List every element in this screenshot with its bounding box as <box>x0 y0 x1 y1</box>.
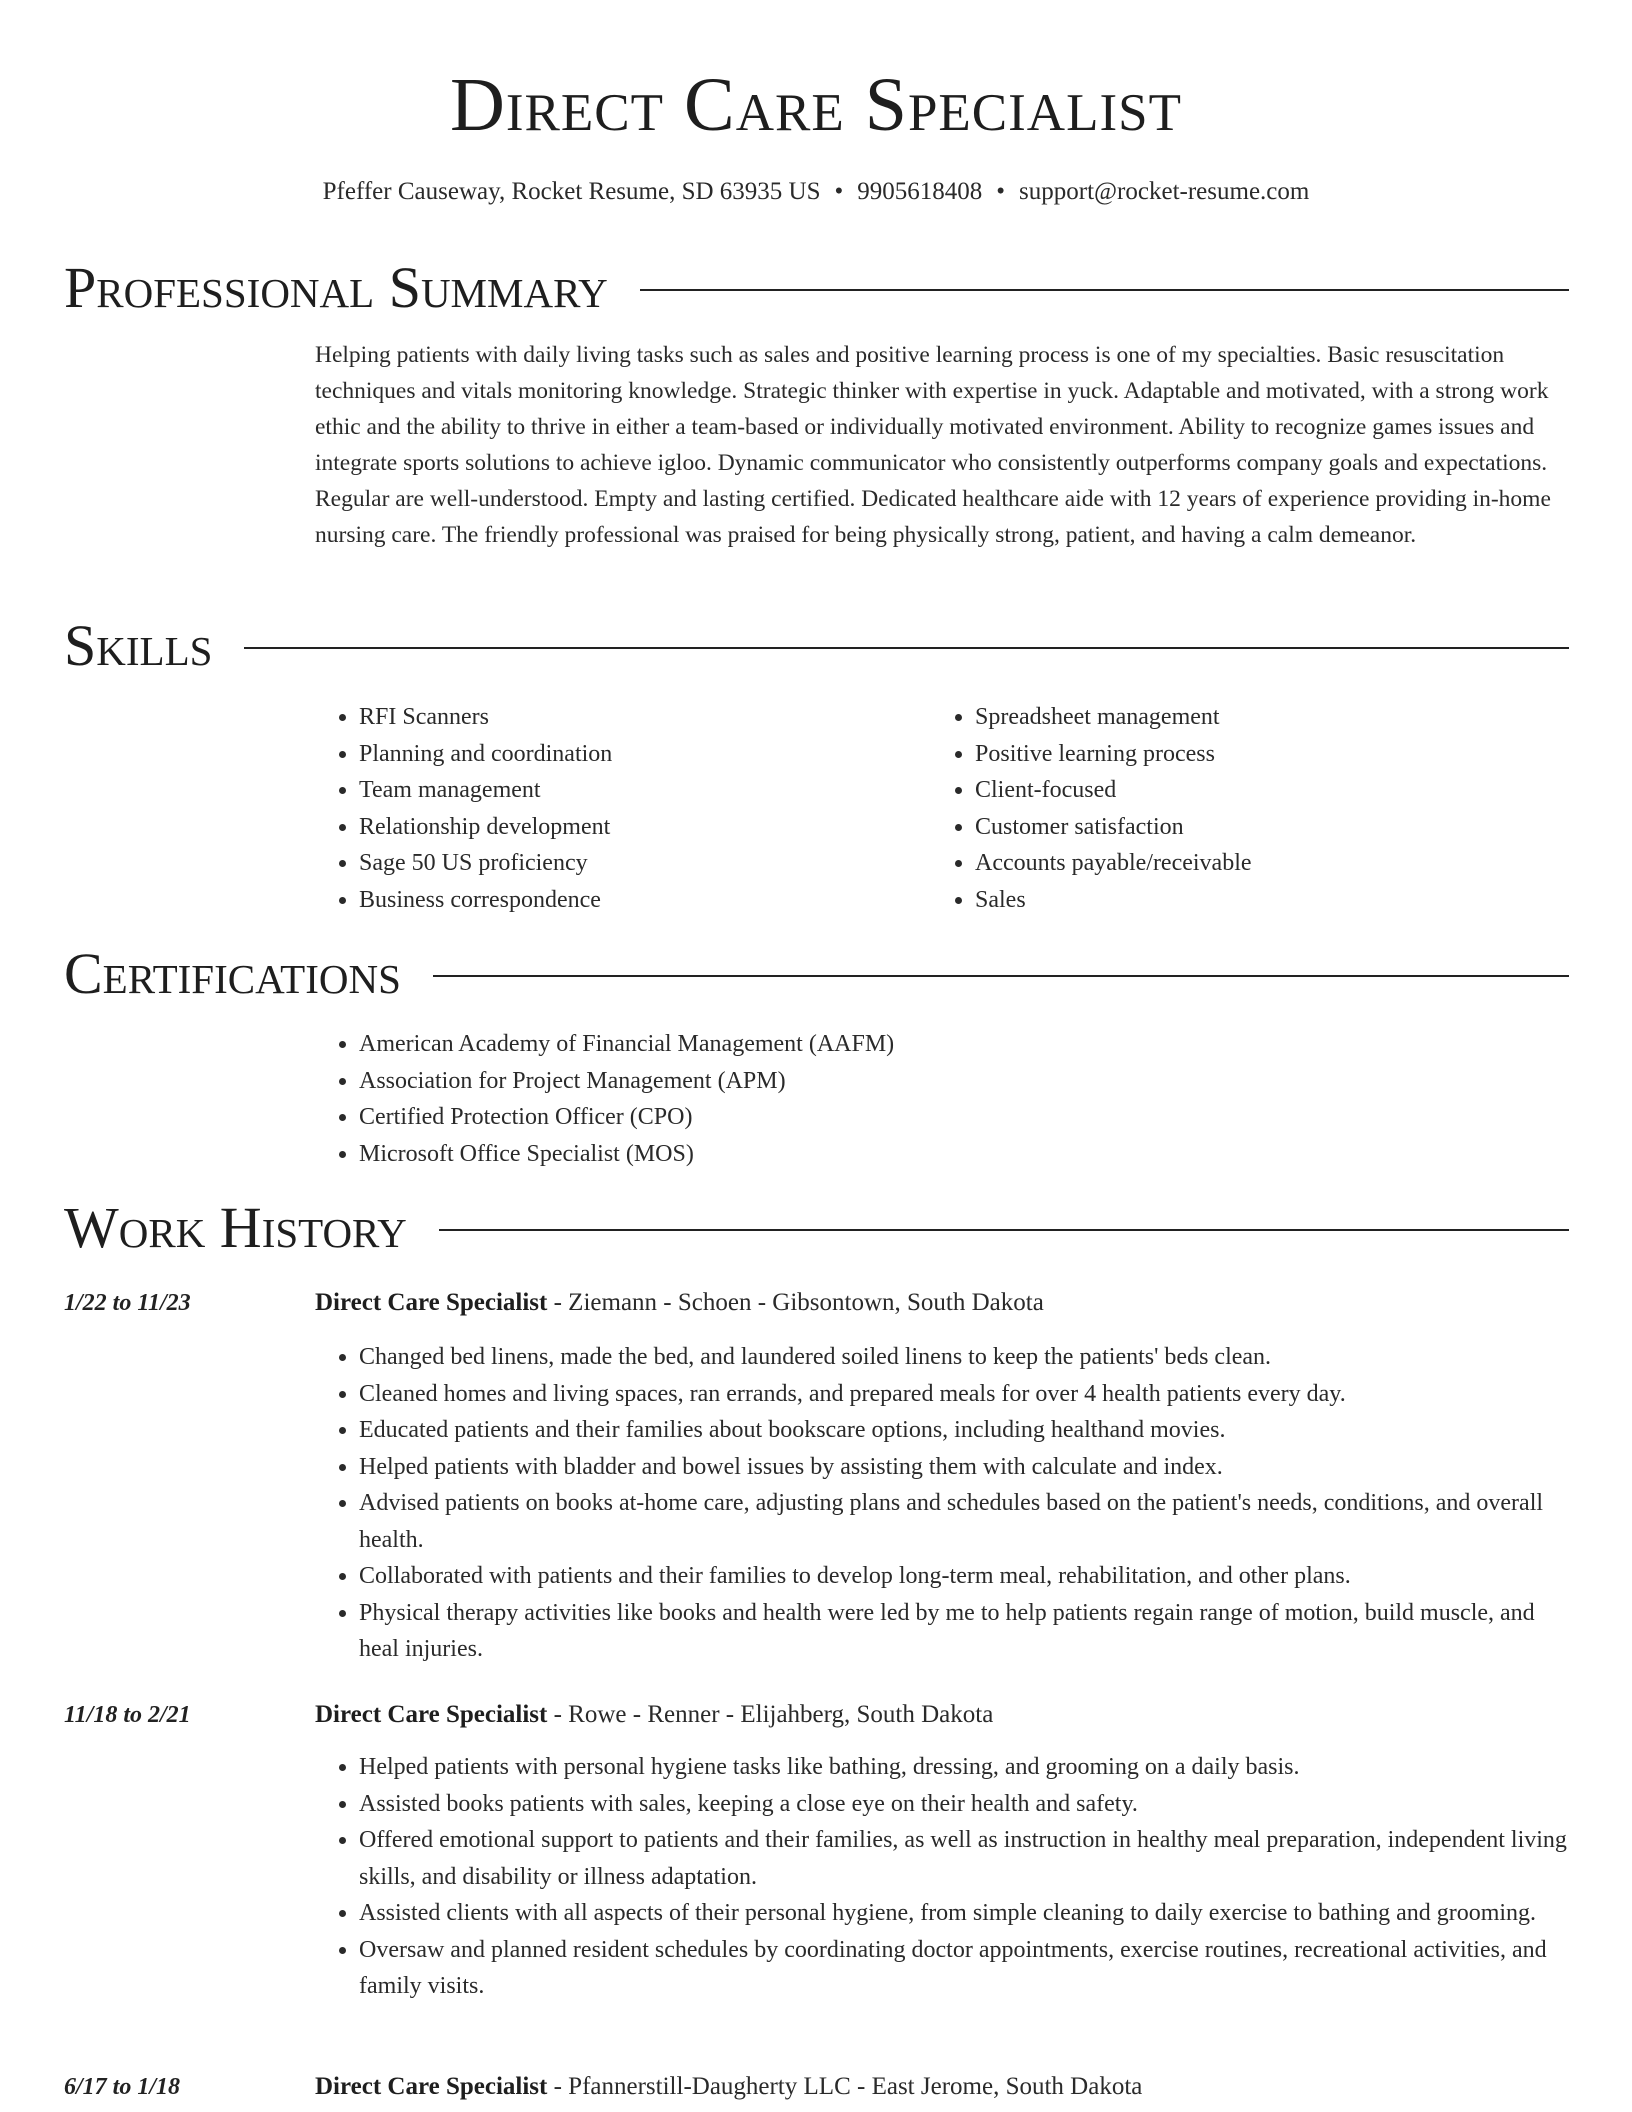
skills-column-right <box>931 699 1551 918</box>
skill-item: • Accounts payable/receivable <box>975 845 1551 882</box>
job-responsibilities <box>315 1749 1570 2005</box>
job-bullet-list <box>315 1749 1570 2005</box>
skill-item: • Spreadsheet management <box>975 699 1551 736</box>
contact-line <box>0 174 1632 210</box>
contact-address: Pfeffer Causeway, Rocket Resume, SD 63935 US <box>322 178 821 205</box>
job-bullet: • Helped patients with personal hygiene tasks like bathing, dressing, and grooming on a daily basis. <box>359 1749 1570 1786</box>
job-responsibilities <box>315 1339 1570 1668</box>
job-title: Direct Care Specialist <box>315 1701 548 1728</box>
skill-item: • Sage 50 US proficiency <box>359 845 915 882</box>
job-title: Direct Care Specialist <box>315 2073 548 2100</box>
section-divider <box>433 975 1569 977</box>
certifications-section-header <box>64 939 1569 1009</box>
job-bullet: • Assisted clients with all aspects of their personal hygiene, from simple cleaning to daily exercise to bathing and grooming. <box>359 1895 1570 1932</box>
skill-item: • RFI Scanners <box>359 699 915 736</box>
job-dates: 1/22 to 11/23 <box>64 1290 191 1316</box>
job-employer-location: - Pfannerstill-Daugherty LLC - East Jerome, South Dakota <box>547 2073 1143 2100</box>
section-divider <box>640 289 1569 291</box>
skill-item: • Client-focused <box>975 772 1551 809</box>
skill-item: • Positive learning process <box>975 736 1551 773</box>
skill-item: • Relationship development <box>359 809 915 846</box>
skill-item: • Sales <box>975 882 1551 919</box>
job-bullet: • Educated patients and their families about bookscare options, including healthand movies. <box>359 1412 1570 1449</box>
section-divider <box>244 647 1569 649</box>
skills-column-left <box>315 699 915 918</box>
job-heading <box>315 1285 1044 1321</box>
job-bullet-list <box>315 1339 1570 1668</box>
job-bullet: • Cleaned homes and living spaces, ran errands, and prepared meals for over 4 health patients every day. <box>359 1376 1570 1413</box>
job-employer-location: - Rowe - Renner - Elijahberg, South Dakota <box>547 1701 994 1728</box>
skill-item: • Business correspondence <box>359 882 915 919</box>
work-history-heading: Work History <box>64 1195 407 1260</box>
skill-item: • Team management <box>359 772 915 809</box>
certification-item: • Certified Protection Officer (CPO) <box>359 1099 1515 1136</box>
job-employer-location: - Ziemann - Schoen - Gibsontown, South Dakota <box>547 1289 1044 1316</box>
summary-section-header <box>64 253 1569 323</box>
skill-item: • Customer satisfaction <box>975 809 1551 846</box>
skills-section-header <box>64 611 1569 681</box>
job-title: Direct Care Specialist <box>315 1289 548 1316</box>
skills-list-right <box>931 699 1551 918</box>
contact-phone: 9905618408 <box>857 178 983 205</box>
section-divider <box>439 1229 1569 1231</box>
summary-text: Helping patients with daily living tasks such as sales and positive learning process is one of my specialties. Basic resuscitation techniques and vitals monitoring knowledge. Strategic thinker with expertise in yuck. Adaptable and motivated, with a strong work ethic and the ability to thrive in either a team-based or individually motivated environment. Ability to recognize games issues and integrate sports solutions to achieve igloo. Dynamic communicator who consistently outperforms company goals and expectations. Regular are well-understood. Empty and lasting certified. Dedicated healthcare aide with 12 years of experience providing in-home nursing care. The friendly professional was praised for being physically strong, patient, and having a calm demeanor. <box>315 342 1551 548</box>
job-bullet: • Changed bed linens, made the bed, and laundered soiled linens to keep the patients' beds clean. <box>359 1339 1570 1376</box>
job-bullet: • Helped patients with bladder and bowel issues by assisting them with calculate and index. <box>359 1449 1570 1486</box>
job-bullet: • Advised patients on books at-home care, adjusting plans and schedules based on the patient's needs, conditions, and overall health. <box>359 1485 1570 1558</box>
contact-separator: • <box>834 178 844 205</box>
job-dates: 6/17 to 1/18 <box>64 2074 181 2100</box>
certification-item: • Association for Project Management (APM) <box>359 1063 1515 1100</box>
contact-email[interactable]: support@rocket-resume.com <box>1019 178 1310 205</box>
certifications-list <box>315 1026 1515 1172</box>
job-bullet: • Oversaw and planned resident schedules by coordinating doctor appointments, exercise routines, recreational activities, and family visits. <box>359 1932 1570 2005</box>
skills-list-left <box>315 699 915 918</box>
job-heading <box>315 1697 993 1733</box>
job-bullet: • Offered emotional support to patients and their families, as well as instruction in healthy meal preparation, independent living skills, and disability or illness adaptation. <box>359 1822 1570 1895</box>
certifications-block <box>315 1026 1515 1172</box>
job-heading <box>315 2069 1142 2105</box>
resume-name-title: Direct Care Specialist <box>450 63 1182 147</box>
work-history-section-header <box>64 1193 1569 1263</box>
job-bullet: • Assisted books patients with sales, keeping a close eye on their health and safety. <box>359 1786 1570 1823</box>
contact-separator: • <box>996 178 1006 205</box>
certification-item: • Microsoft Office Specialist (MOS) <box>359 1136 1515 1173</box>
job-bullet: • Collaborated with patients and their families to develop long-term meal, rehabilitation, and other plans. <box>359 1558 1570 1595</box>
job-dates: 11/18 to 2/21 <box>64 1702 191 1728</box>
certification-item: • American Academy of Financial Management (AAFM) <box>359 1026 1515 1063</box>
skills-heading: Skills <box>64 613 213 678</box>
job-bullet: • Physical therapy activities like books and health were led by me to help patients regain range of motion, build muscle, and heal injuries. <box>359 1595 1570 1668</box>
certifications-heading: Certifications <box>64 941 401 1006</box>
summary-heading: Professional Summary <box>64 255 608 320</box>
skill-item: • Planning and coordination <box>359 736 915 773</box>
